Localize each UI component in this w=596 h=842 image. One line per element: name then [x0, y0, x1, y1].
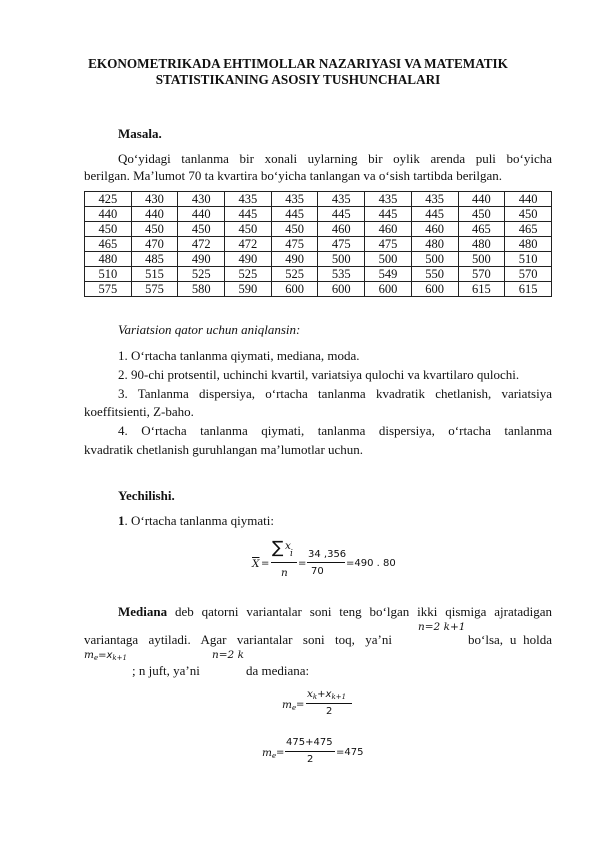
table-cell: 615: [505, 282, 552, 297]
table-cell: 435: [411, 192, 458, 207]
median-term: Mediana: [118, 604, 168, 619]
table-cell: 490: [225, 252, 272, 267]
problem-heading: Masala.: [118, 126, 162, 141]
table-cell: 440: [85, 207, 132, 222]
table-cell: 525: [271, 267, 318, 282]
table-cell: 450: [271, 222, 318, 237]
table-row: [85, 237, 552, 252]
table-row: [85, 222, 552, 237]
table-cell: 465: [458, 222, 505, 237]
table-cell: 480: [411, 237, 458, 252]
table-cell: 550: [411, 267, 458, 282]
table-cell: 480: [458, 237, 505, 252]
step-1-text: . O‘rtacha tanlanma qiymati:: [124, 513, 274, 528]
table-cell: 465: [85, 237, 132, 252]
n-even-formula: n=2 k: [212, 649, 244, 661]
median-denominator: 2: [326, 706, 333, 717]
median-lhs: [282, 699, 296, 712]
median-line-3b: da mediana:: [246, 663, 310, 678]
median-calc-m: m: [262, 747, 272, 759]
table-cell: 590: [225, 282, 272, 297]
table-cell: 525: [178, 267, 225, 282]
mean-formula: [252, 538, 412, 588]
table-cell: 440: [178, 207, 225, 222]
table-cell: 445: [225, 207, 272, 222]
table-row: [85, 207, 552, 222]
table-cell: 450: [85, 222, 132, 237]
table-cell: 470: [131, 237, 178, 252]
table-cell: 475: [365, 237, 412, 252]
median-calc-numerator: 475+475: [286, 737, 333, 748]
table-cell: 500: [411, 252, 458, 267]
table-row: [85, 282, 552, 297]
mean-denominator: 70: [311, 566, 324, 577]
median-calc-result: =475: [336, 747, 364, 758]
table-cell: 580: [178, 282, 225, 297]
task-2: 2. 90-chi protsentil, uchinchi kvartil, variatsiya qulochi va kvartilaro qulochi.: [118, 367, 520, 382]
n-odd-formula: n=2 k+1: [418, 621, 466, 633]
median-def-text: deb qatorni variantalar soni teng bo‘lgan ikki qismiga ajratadigan: [167, 604, 552, 619]
table-cell: 460: [365, 222, 412, 237]
table-row: [85, 267, 552, 282]
table-cell: 450: [458, 207, 505, 222]
table-cell: 435: [225, 192, 272, 207]
median-numerator: [307, 688, 346, 701]
table-cell: 475: [271, 237, 318, 252]
sum-index: i: [290, 549, 293, 559]
median-num-plus: +x: [317, 689, 332, 700]
table-cell: 430: [131, 192, 178, 207]
title-line-1: EKONOMETRIKADA EHTIMOLLAR NAZARIYASI VA MATEMATIK: [88, 56, 508, 71]
me-odd-rhs: =x: [98, 650, 113, 661]
median-calc-lhs: [262, 747, 276, 760]
table-cell: 435: [271, 192, 318, 207]
median-calc-denominator: 2: [307, 754, 314, 765]
table-cell: 500: [365, 252, 412, 267]
mean-result: =490 . 80: [346, 558, 396, 569]
table-cell: 490: [178, 252, 225, 267]
table-cell: 480: [505, 237, 552, 252]
step-1-number: 1: [118, 513, 125, 528]
table-cell: 500: [458, 252, 505, 267]
median-formula: [282, 686, 372, 722]
table-row: [85, 192, 552, 207]
table-cell: 480: [85, 252, 132, 267]
mean-fraction-line-1: [271, 562, 297, 563]
table-cell: 450: [178, 222, 225, 237]
table-cell: 465: [505, 222, 552, 237]
table-cell: 615: [458, 282, 505, 297]
median-num-sub2: k+1: [331, 693, 347, 701]
solution-heading: Yechilishi.: [118, 488, 175, 503]
median-calc-sub: e: [271, 752, 277, 760]
me-subscript: e: [93, 654, 99, 662]
table-cell: 472: [178, 237, 225, 252]
task-3-line-1: 3. Tanlanma dispersiya, o‘rtacha tanlanma kvadratik chetlanish, variatsiya: [118, 386, 552, 401]
task-4-line-2: kvadratik chetlanish guruhlangan ma’lumotlar uchun.: [84, 442, 364, 457]
step-1-heading: [118, 513, 274, 529]
table-cell: 435: [365, 192, 412, 207]
tasks-heading: Variatsion qator uchun aniqlansin:: [118, 322, 301, 337]
table-cell: 435: [318, 192, 365, 207]
median-odd-formula: [84, 649, 127, 662]
task-3-line-2: koeffitsienti, Z-baho.: [84, 404, 194, 419]
table-cell: 460: [318, 222, 365, 237]
table-cell: 575: [85, 282, 132, 297]
table-cell: 430: [178, 192, 225, 207]
table-cell: 510: [85, 267, 132, 282]
table-cell: 485: [131, 252, 178, 267]
median-eq: =: [296, 699, 305, 710]
table-cell: 510: [505, 252, 552, 267]
mean-symbol: $\overline{X}$: [252, 558, 260, 570]
table-cell: 600: [365, 282, 412, 297]
median-definition-line-1: [118, 604, 552, 620]
table-cell: 440: [458, 192, 505, 207]
table-cell: 535: [318, 267, 365, 282]
table-cell: 600: [271, 282, 318, 297]
table-cell: 600: [318, 282, 365, 297]
median-lhs-sub: e: [291, 704, 297, 712]
mean-eq-2: =: [298, 558, 307, 569]
mean-n: n: [281, 567, 288, 579]
table-cell: 460: [411, 222, 458, 237]
me-symbol: m: [84, 649, 94, 661]
table-cell: 425: [85, 192, 132, 207]
mean-eq: =: [261, 558, 270, 569]
title-line-2: STATISTIKANING ASOSIY TUSHUNCHALARI: [155, 72, 441, 87]
page-title: [0, 56, 596, 88]
table-cell: 570: [458, 267, 505, 282]
table-cell: 515: [131, 267, 178, 282]
task-1: 1. O‘rtacha tanlanma qiymati, mediana, moda.: [118, 348, 360, 363]
mean-numerator: 34 ,356: [308, 549, 347, 560]
table-cell: 440: [131, 207, 178, 222]
sum-x: x: [285, 540, 291, 552]
median-lhs-m: m: [282, 699, 292, 711]
table-cell: 549: [365, 267, 412, 282]
table-cell: 445: [365, 207, 412, 222]
table-cell: 472: [225, 237, 272, 252]
median-num-sub1: k: [312, 693, 318, 701]
median-calculation: [262, 736, 402, 772]
median-line-2b: bo‘lsa, u holda: [468, 632, 552, 647]
median-calc-eq: =: [276, 747, 285, 758]
median-line-2a: variantaga aytiladi. Agar variantalar soni toq, ya’ni: [84, 632, 392, 647]
table-cell: 450: [131, 222, 178, 237]
table-row: [85, 252, 552, 267]
table-cell: 490: [271, 252, 318, 267]
table-cell: 445: [411, 207, 458, 222]
table-cell: 440: [505, 192, 552, 207]
task-4-line-1: 4. O‘rtacha tanlanma qiymati, tanlanma dispersiya, o‘rtacha tanlanma: [118, 423, 552, 438]
table-cell: 445: [318, 207, 365, 222]
median-line-3a: ; n juft, ya’ni: [132, 663, 200, 678]
table-cell: 570: [505, 267, 552, 282]
problem-intro-line-1: Qo‘yidagi tanlanma bir xonali uylarning bir oylik arenda puli bo‘yicha: [118, 151, 552, 166]
me-odd-rhs-subscript: k+1: [112, 654, 127, 662]
problem-intro-line-2: berilgan. Ma’lumot 70 ta kvartira bo‘yicha tanlangan va o‘sish tartibda berilgan.: [84, 168, 503, 183]
rent-data-table: [84, 191, 552, 297]
median-fraction-line: [306, 703, 352, 704]
sum-symbol: ∑: [272, 538, 284, 558]
table-cell: 450: [225, 222, 272, 237]
table-cell: 445: [271, 207, 318, 222]
mean-fraction-line-2: [307, 562, 345, 563]
table-cell: 500: [318, 252, 365, 267]
median-num-x: x: [307, 688, 313, 700]
table-cell: 600: [411, 282, 458, 297]
median-calc-fraction-line: [285, 751, 335, 752]
table-cell: 575: [131, 282, 178, 297]
table-cell: 450: [505, 207, 552, 222]
table-cell: 525: [225, 267, 272, 282]
table-cell: 475: [318, 237, 365, 252]
